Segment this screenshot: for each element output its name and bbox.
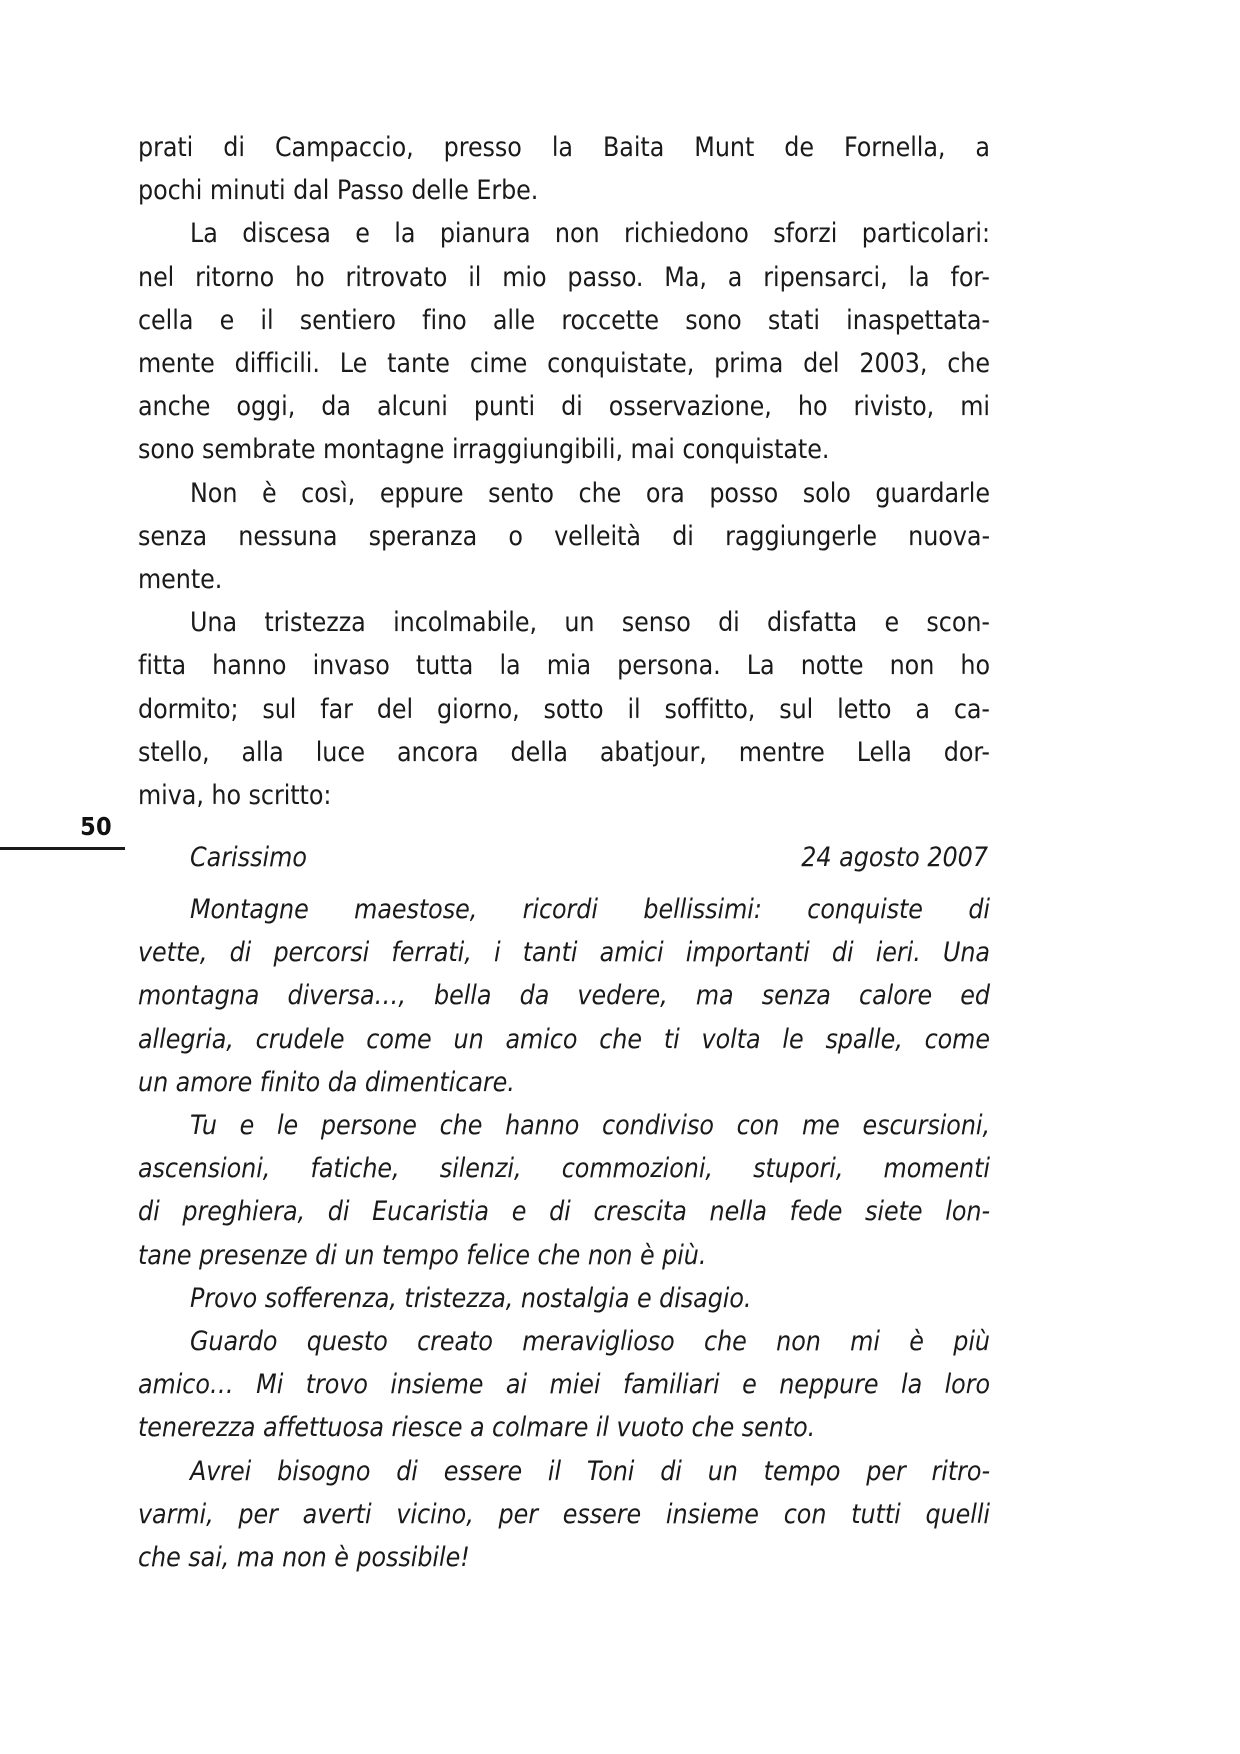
letter-text-column: [138, 888, 990, 1579]
body-line: mente difficili. Le tante cime conquistate, prima del 2003, che: [138, 348, 990, 380]
body-line: cella e il sentiero fino alle roccette sono stati inaspettata-: [138, 304, 990, 336]
letter-line-text: Provo sofferenza, tristezza, nostalgia e disagio.: [190, 1282, 752, 1314]
letter-paragraph: [138, 1104, 990, 1277]
letter-line: vette, di percorsi ferrati, i tanti amici importanti di ieri. Una: [138, 937, 990, 969]
body-line: pochi minuti dal Passo delle Erbe.: [138, 175, 539, 207]
letter-line: [138, 1104, 990, 1147]
letter-line: tenerezza affettuosa riesce a colmare il vuoto che sento.: [138, 1412, 816, 1444]
letter-paragraph: [138, 888, 990, 1104]
body-line-text: Una tristezza incolmabile, un senso di disfatta e scon-: [190, 607, 990, 639]
letter-line-text: Montagne maestose, ricordi bellissimi: conquiste di: [190, 894, 990, 925]
letter-line: varmi, per averti vicino, per essere insieme con tutti quelli: [138, 1498, 990, 1530]
letter-line: ascensioni, fatiche, silenzi, commozioni, stupori, momenti: [138, 1153, 990, 1185]
letter-line: [138, 888, 990, 931]
page-number: 50: [80, 812, 112, 841]
body-line: miva, ho scritto:: [138, 780, 332, 812]
letter-line: allegria, crudele come un amico che ti volta le spalle, come: [138, 1023, 990, 1055]
letter-line-text: Tu e le persone che hanno condiviso con me escursioni,: [190, 1110, 990, 1142]
letter-line: che sai, ma non è possibile!: [138, 1542, 470, 1574]
body-line: [138, 212, 990, 255]
letter-line: [138, 1320, 990, 1363]
body-line: anche oggi, da alcuni punti di osservazione, ho rivisto, mi: [138, 391, 990, 423]
letter-line: un amore finito da dimenticare.: [138, 1066, 515, 1098]
letter-line-text: Guardo questo creato meraviglioso che non mi è più: [190, 1326, 990, 1358]
body-line: mente.: [138, 564, 223, 596]
main-text-column: [138, 126, 990, 817]
body-line: sono sembrate montagne irraggiungibili, mai conquistate.: [138, 434, 830, 466]
letter-line: di preghiera, di Eucaristia e di crescita nella fede siete lon-: [138, 1196, 990, 1228]
body-paragraph: [138, 601, 990, 817]
folio: [0, 800, 125, 850]
letter-text: [138, 888, 990, 1579]
body-line: [138, 601, 990, 644]
letter-paragraph: [138, 1320, 990, 1450]
body-text: [138, 126, 990, 817]
letter-line: montagna diversa…, bella da vedere, ma senza calore ed: [138, 980, 990, 1012]
body-line: stello, alla luce ancora della abatjour, mentre Lella dor-: [138, 736, 990, 768]
body-line: [138, 472, 990, 515]
letter-line: amico… Mi trovo insieme ai miei familiari e neppure la loro: [138, 1369, 990, 1401]
letter-paragraph: [138, 1450, 990, 1580]
letter-line: tane presenze di un tempo felice che non è più.: [138, 1239, 707, 1271]
body-paragraph: [138, 472, 990, 602]
body-line-text: La discesa e la pianura non richiedono sforzi particolari:: [190, 218, 990, 250]
body-line: fitta hanno invaso tutta la mia persona. La notte non ho: [138, 650, 990, 682]
letter-line: [138, 1277, 990, 1320]
folio-rule: [0, 847, 125, 850]
body-paragraph: [138, 126, 990, 212]
letter-paragraph: [138, 1277, 990, 1320]
body-line: senza nessuna speranza o velleità di raggiungerle nuova-: [138, 520, 990, 552]
letter-line-text: Avrei bisogno di essere il Toni di un tempo per ritro-: [190, 1455, 990, 1487]
body-line: prati di Campaccio, presso la Baita Munt de Fornella, a: [138, 132, 990, 163]
body-line: nel ritorno ho ritrovato il mio passo. Ma, a ripensarci, la for-: [138, 261, 990, 293]
letter-line: [138, 1450, 990, 1493]
letter-date: 24 agosto 2007: [801, 842, 988, 873]
letter-salutation: Carissimo: [190, 842, 307, 873]
letter-heading: [138, 836, 990, 879]
body-line-text: Non è così, eppure sento che ora posso solo guardarle: [190, 477, 990, 509]
body-paragraph: [138, 212, 990, 471]
body-line: dormito; sul far del giorno, sotto il soffitto, sul letto a ca-: [138, 693, 990, 725]
